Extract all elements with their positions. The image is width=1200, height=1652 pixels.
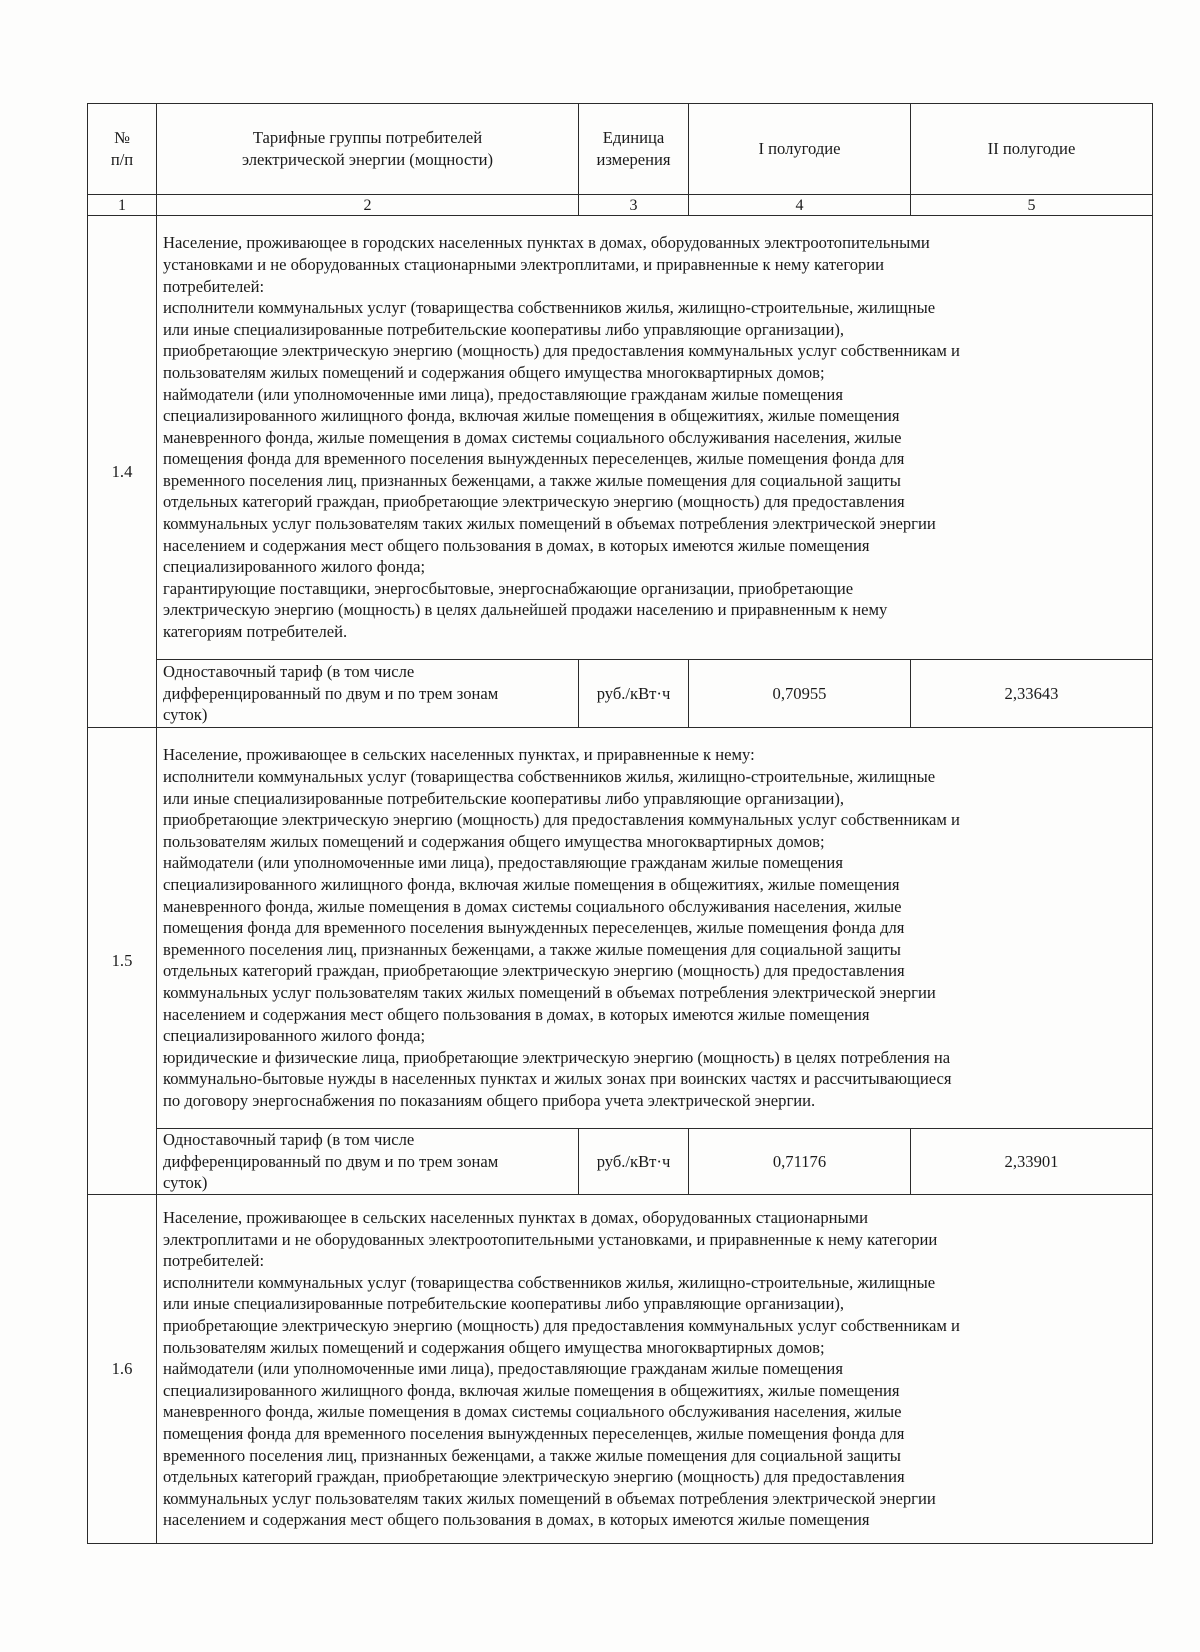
- description-line: временного поселения лиц, признанных беженцами, а также жилые помещения для социальной защиты: [163, 939, 901, 959]
- tariff-group-row: [88, 216, 1153, 660]
- description-line: маневренного фонда, жилые помещения в домах системы социального обслуживания населения, жилые: [163, 1402, 902, 1422]
- rate-label-line: Одноставочный тариф (в том числе: [163, 1130, 415, 1150]
- tariff-table: [87, 103, 1153, 1544]
- description-line: пользователям жилых помещений и содержания общего имущества многоквартирных домов;: [163, 1337, 825, 1357]
- header-cell-group: Тарифные группы потребителей электрической энергии (мощности): [157, 104, 579, 195]
- description-line: наймодатели (или уполномоченные ими лица), предоставляющие гражданам жилые помещения: [163, 853, 843, 873]
- description-line: помещения фонда для временного поселения вынужденных переселенцев, жилые помещения фонда для: [163, 918, 905, 938]
- rate-value-half2: 2,33901: [911, 1129, 1153, 1195]
- description-line: приобретающие электрическую энергию (мощность) для предоставления коммунальных услуг собственникам и: [163, 1316, 960, 1336]
- description-line: электрическую энергию (мощность) в целях дальнейшей продажи населению и приравненным к нему: [163, 600, 888, 620]
- row-index: 1.6: [88, 1195, 157, 1544]
- tariff-group-row: [88, 728, 1153, 1129]
- row-index: 1.5: [88, 728, 157, 1195]
- description-line: коммунальных услуг пользователям таких жилых помещений в объемах потребления электрической энергии: [163, 982, 936, 1002]
- column-number: 3: [579, 195, 689, 216]
- group-description: [157, 216, 1153, 660]
- column-number: 4: [689, 195, 911, 216]
- header-row: [88, 104, 1153, 195]
- rate-label-line: дифференцированный по двум и по трем зонам: [163, 683, 499, 703]
- header-cell-half2: II полугодие: [911, 104, 1153, 195]
- rate-value-half1: 0,71176: [689, 1129, 911, 1195]
- description-line: потребителей:: [163, 276, 265, 296]
- description-line: помещения фонда для временного поселения вынужденных переселенцев, жилые помещения фонда для: [163, 449, 905, 469]
- description-line: приобретающие электрическую энергию (мощность) для предоставления коммунальных услуг собственникам и: [163, 810, 960, 830]
- group-description: [157, 1195, 1153, 1544]
- row-index: 1.4: [88, 216, 157, 728]
- description-line: специализированного жилищного фонда, включая жилые помещения в общежитиях, жилые помещения: [163, 406, 900, 426]
- description-line: категориям потребителей.: [163, 622, 348, 642]
- description-line: пользователям жилых помещений и содержания общего имущества многоквартирных домов;: [163, 362, 825, 382]
- header-cell-unit: Единица измерения: [579, 104, 689, 195]
- rate-value-half2: 2,33643: [911, 660, 1153, 728]
- rate-unit: руб./кВт·ч: [579, 660, 689, 728]
- rate-label-line: суток): [163, 705, 208, 725]
- description-line: маневренного фонда, жилые помещения в домах системы социального обслуживания населения, жилые: [163, 427, 902, 447]
- rate-label-line: дифференцированный по двум и по трем зонам: [163, 1151, 499, 1171]
- description-line: населением и содержания мест общего пользования в домах, в которых имеются жилые помещения: [163, 1510, 870, 1530]
- description-line: Население, проживающее в сельских населенных пунктах в домах, оборудованных стационарными: [163, 1208, 869, 1228]
- description-line: по договору энергоснабжения по показаниям общего прибора учета электрической энергии.: [163, 1090, 816, 1110]
- rate-unit: руб./кВт·ч: [579, 1129, 689, 1195]
- rate-label: [157, 1129, 579, 1195]
- rate-label-line: Одноставочный тариф (в том числе: [163, 662, 415, 682]
- description-line: потребителей:: [163, 1251, 265, 1271]
- description-line: исполнители коммунальных услуг (товарищества собственников жилья, жилищно-строительные, жилищные: [163, 767, 936, 787]
- description-line: или иные специализированные потребительские кооперативы либо управляющие организации),: [163, 1294, 845, 1314]
- group-description: [157, 728, 1153, 1129]
- description-line: исполнители коммунальных услуг (товарищества собственников жилья, жилищно-строительные, жилищные: [163, 298, 936, 318]
- description-line: отдельных категорий граждан, приобретающие электрическую энергию (мощность) для предоставления: [163, 1467, 905, 1487]
- description-line: Население, проживающее в сельских населенных пунктах, и приравненные к нему:: [163, 745, 755, 765]
- description-line: приобретающие электрическую энергию (мощность) для предоставления коммунальных услуг собственникам и: [163, 341, 960, 361]
- description-line: временного поселения лиц, признанных беженцами, а также жилые помещения для социальной защиты: [163, 470, 901, 490]
- description-line: коммунальных услуг пользователям таких жилых помещений в объемах потребления электрической энергии: [163, 1488, 936, 1508]
- description-line: коммунально-бытовые нужды в населенных пунктах и жилых зонах при воинских частях и рассчитывающиеся: [163, 1069, 952, 1089]
- description-line: населением и содержания мест общего пользования в домах, в которых имеются жилые помещения: [163, 1004, 870, 1024]
- description-line: или иные специализированные потребительские кооперативы либо управляющие организации),: [163, 788, 845, 808]
- description-line: или иные специализированные потребительские кооперативы либо управляющие организации),: [163, 319, 845, 339]
- description-line: специализированного жилого фонда;: [163, 557, 426, 577]
- description-line: населением и содержания мест общего пользования в домах, в которых имеются жилые помещения: [163, 535, 870, 555]
- description-line: пользователям жилых помещений и содержания общего имущества многоквартирных домов;: [163, 831, 825, 851]
- description-line: юридические и физические лица, приобретающие электрическую энергию (мощность) в целях потребления на: [163, 1047, 951, 1067]
- description-line: электроплитами и не оборудованных электроотопительными установками, и приравненные к нему категории: [163, 1229, 938, 1249]
- description-line: отдельных категорий граждан, приобретающие электрическую энергию (мощность) для предоставления: [163, 492, 905, 512]
- description-line: специализированного жилищного фонда, включая жилые помещения в общежитиях, жилые помещения: [163, 875, 900, 895]
- tariff-group-row: [88, 1195, 1153, 1544]
- description-line: временного поселения лиц, признанных беженцами, а также жилые помещения для социальной защиты: [163, 1445, 901, 1465]
- description-line: наймодатели (или уполномоченные ими лица), предоставляющие гражданам жилые помещения: [163, 1359, 843, 1379]
- header-cell-number: № п/п: [88, 104, 157, 195]
- column-number: 1: [88, 195, 157, 216]
- column-number-row: [88, 195, 1153, 216]
- header-cell-half1: I полугодие: [689, 104, 911, 195]
- description-line: исполнители коммунальных услуг (товарищества собственников жилья, жилищно-строительные, жилищные: [163, 1272, 936, 1292]
- description-line: наймодатели (или уполномоченные ими лица), предоставляющие гражданам жилые помещения: [163, 384, 843, 404]
- rate-label: [157, 660, 579, 728]
- tariff-table-body: [88, 104, 1153, 1544]
- column-number: 2: [157, 195, 579, 216]
- description-line: установками и не оборудованных стационарными электроплитами, и приравненные к нему категории: [163, 254, 885, 274]
- tariff-rate-row: [88, 1129, 1153, 1195]
- description-line: помещения фонда для временного поселения вынужденных переселенцев, жилые помещения фонда для: [163, 1423, 905, 1443]
- description-line: Население, проживающее в городских населенных пунктах в домах, оборудованных электроотопительными: [163, 233, 930, 253]
- description-line: отдельных категорий граждан, приобретающие электрическую энергию (мощность) для предоставления: [163, 961, 905, 981]
- description-line: коммунальных услуг пользователям таких жилых помещений в объемах потребления электрической энергии: [163, 514, 936, 534]
- description-line: гарантирующие поставщики, энергосбытовые, энергоснабжающие организации, приобретающие: [163, 578, 854, 598]
- description-line: специализированного жилищного фонда, включая жилые помещения в общежитиях, жилые помещения: [163, 1380, 900, 1400]
- rate-label-line: суток): [163, 1173, 208, 1193]
- column-number: 5: [911, 195, 1153, 216]
- rate-value-half1: 0,70955: [689, 660, 911, 728]
- tariff-rate-row: [88, 660, 1153, 728]
- description-line: маневренного фонда, жилые помещения в домах системы социального обслуживания населения, жилые: [163, 896, 902, 916]
- description-line: специализированного жилого фонда;: [163, 1026, 426, 1046]
